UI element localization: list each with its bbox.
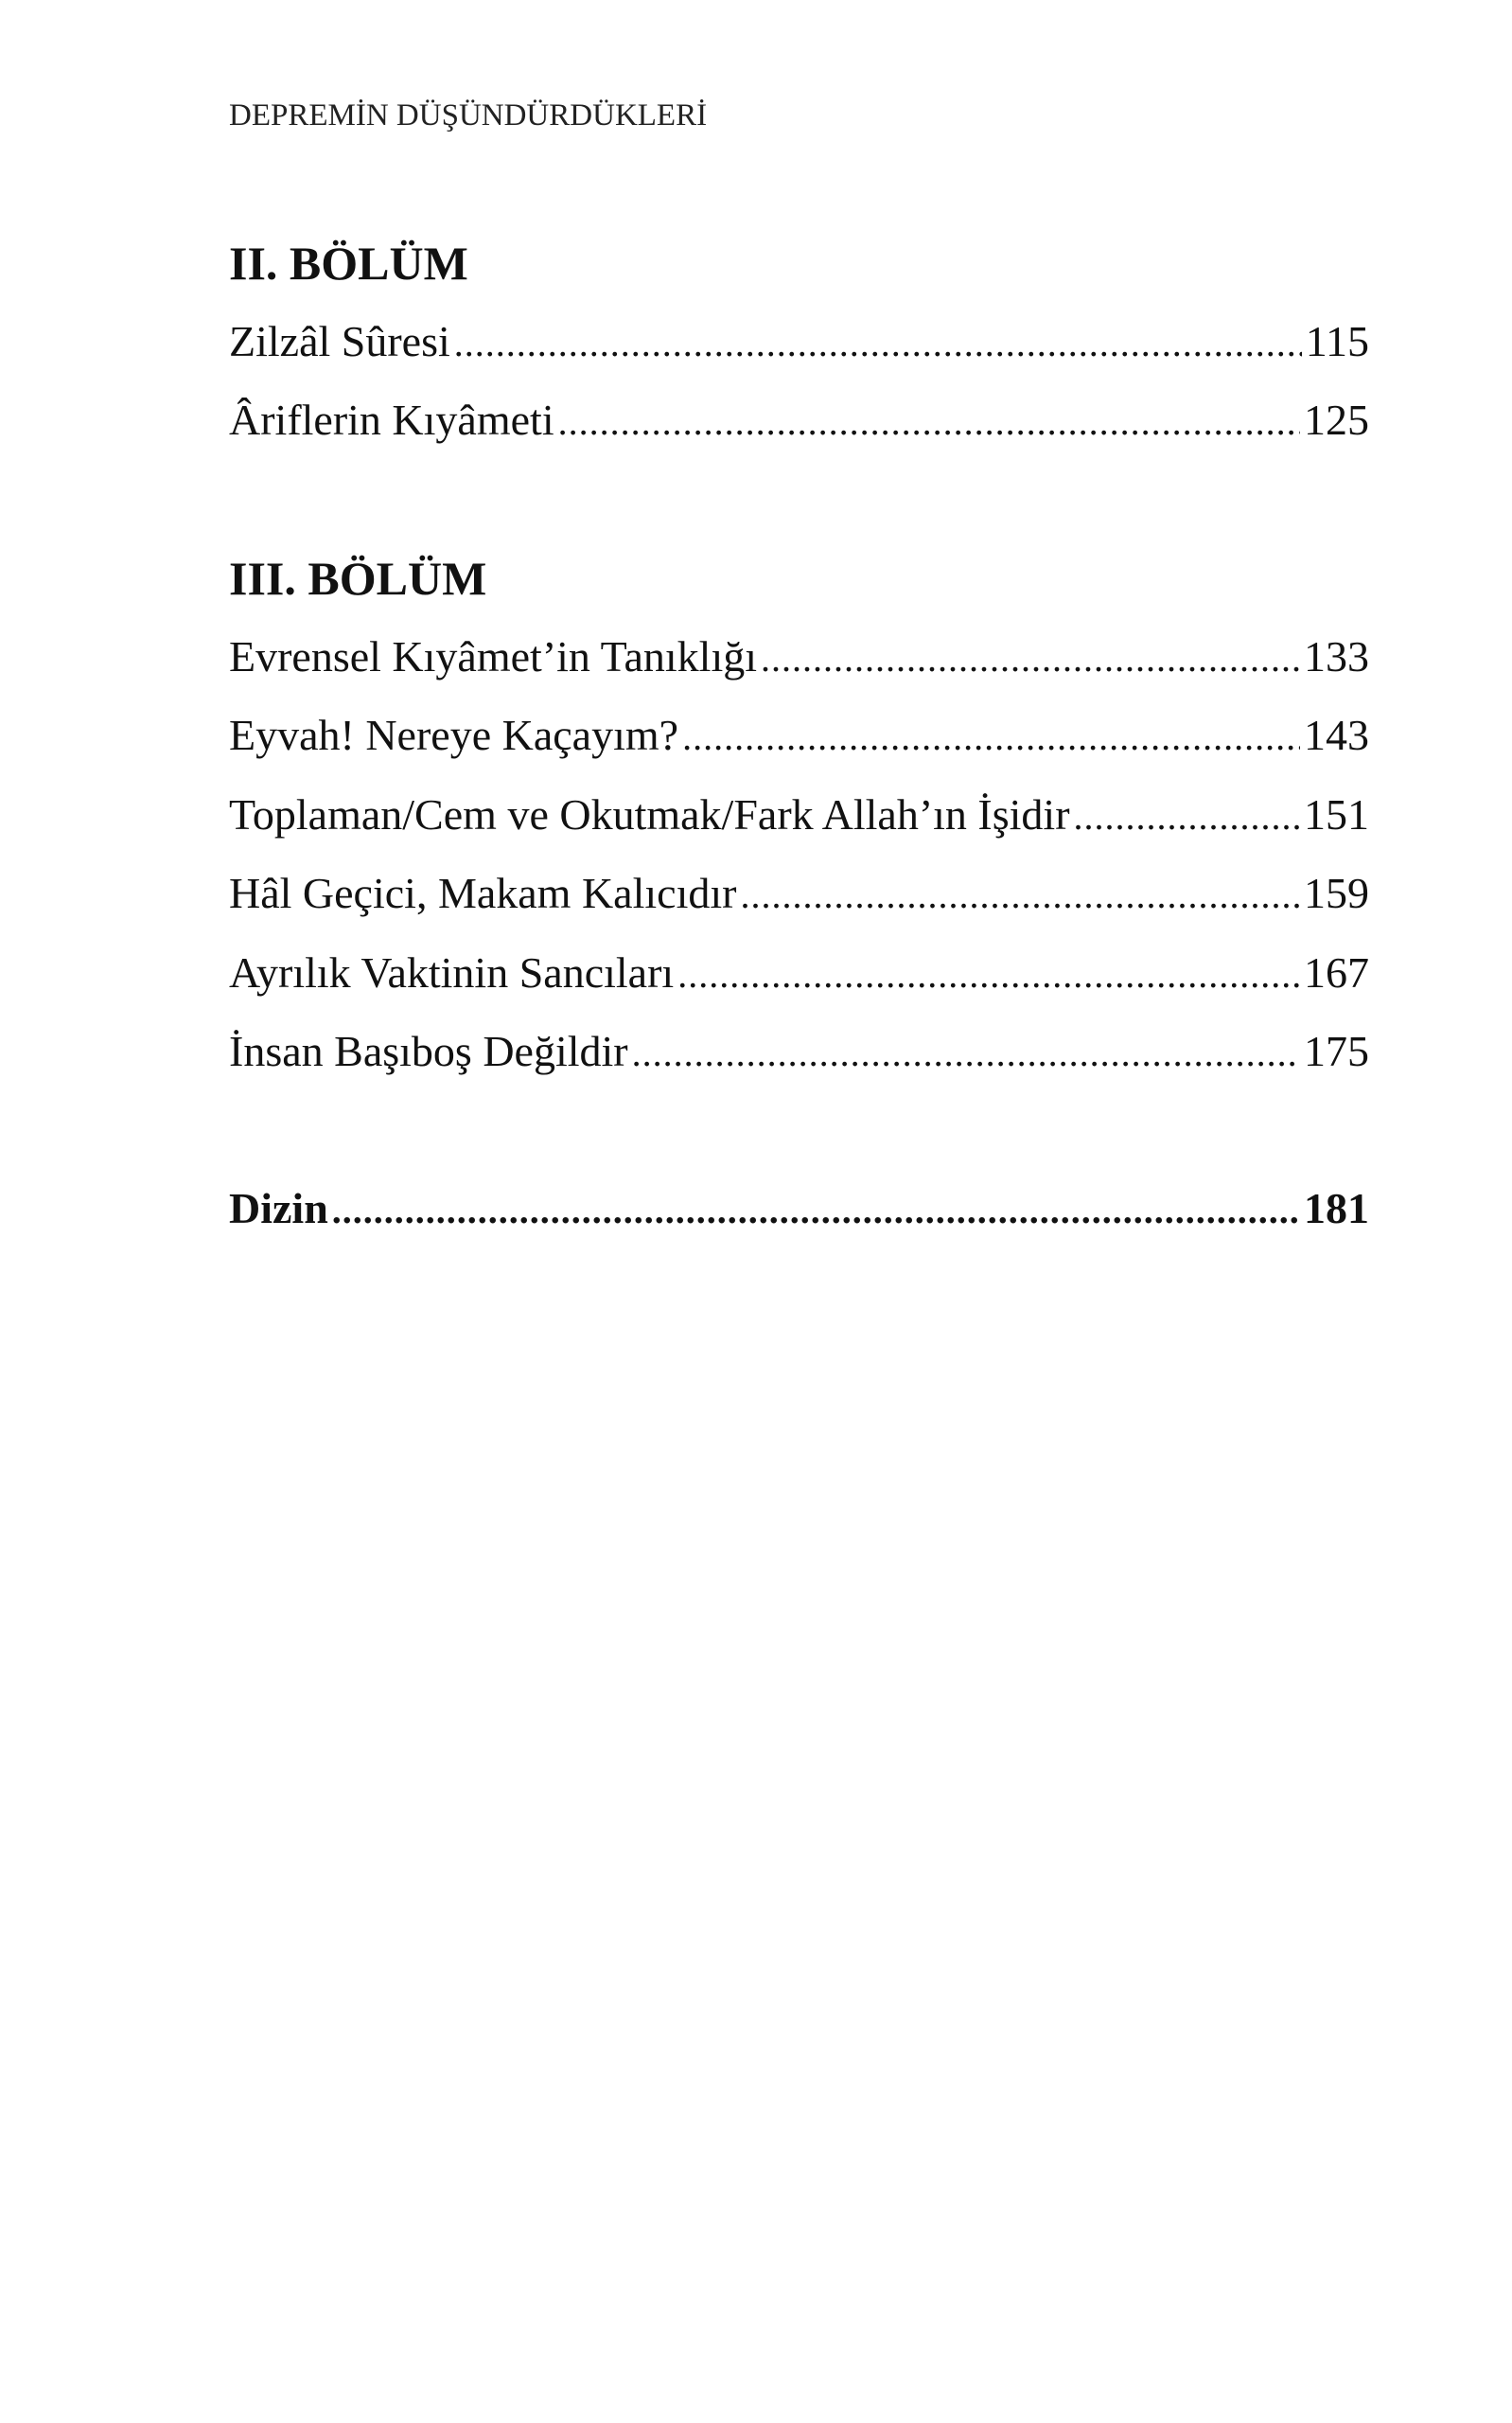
toc-entry-title: Eyvah! Nereye Kaçayım?	[229, 711, 679, 759]
toc-entry-title: İnsan Başıboş Değildir	[229, 1027, 628, 1075]
toc-entry-index[interactable]	[229, 1180, 1369, 1239]
dot-leader	[740, 865, 1300, 924]
toc-entry-title: Âriflerin Kıyâmeti	[229, 396, 554, 444]
dot-leader	[1074, 787, 1300, 845]
section-heading: II. BÖLÜM	[229, 237, 468, 290]
toc-entry[interactable]	[229, 392, 1369, 451]
toc-entry-page: 175	[1304, 1027, 1369, 1075]
dot-leader	[761, 628, 1300, 687]
toc-entry-title: Evrensel Kıyâmet’in Tanıklığı	[229, 632, 758, 681]
toc-entry[interactable]	[229, 1023, 1369, 1082]
dot-leader	[454, 313, 1302, 372]
dot-leader	[677, 945, 1300, 1003]
dot-leader	[332, 1180, 1300, 1239]
running-header: DEPREMİN DÜŞÜNDÜRDÜKLERİ	[229, 98, 708, 133]
toc-entry-title: Toplaman/Cem ve Okutmak/Fark Allah’ın İşidir	[229, 790, 1070, 839]
toc-entry-page: 159	[1304, 869, 1369, 917]
toc-entry-title: Ayrılık Vaktinin Sancıları	[229, 948, 675, 997]
dot-leader	[632, 1023, 1300, 1082]
toc-entry[interactable]	[229, 787, 1369, 845]
toc-entry-page: 181	[1304, 1184, 1369, 1232]
toc-entry[interactable]	[229, 313, 1369, 372]
toc-entry-page: 133	[1304, 632, 1369, 681]
section-heading: III. BÖLÜM	[229, 552, 487, 605]
toc-entry-page: 125	[1304, 396, 1369, 444]
toc-entry-page: 143	[1304, 711, 1369, 759]
toc-entry[interactable]	[229, 707, 1369, 766]
toc-entry[interactable]	[229, 865, 1369, 924]
toc-entry-page: 115	[1305, 317, 1369, 365]
toc-entry-page: 151	[1304, 790, 1369, 839]
dot-leader	[682, 707, 1300, 766]
toc-entry[interactable]	[229, 628, 1369, 687]
toc-entry-title: Zilzâl Sûresi	[229, 317, 450, 365]
toc-entry-title: Hâl Geçici, Makam Kalıcıdır	[229, 869, 737, 917]
toc-entry[interactable]	[229, 945, 1369, 1003]
toc-entry-title: Dizin	[229, 1184, 328, 1232]
toc-entry-page: 167	[1304, 948, 1369, 997]
dot-leader	[558, 392, 1300, 451]
